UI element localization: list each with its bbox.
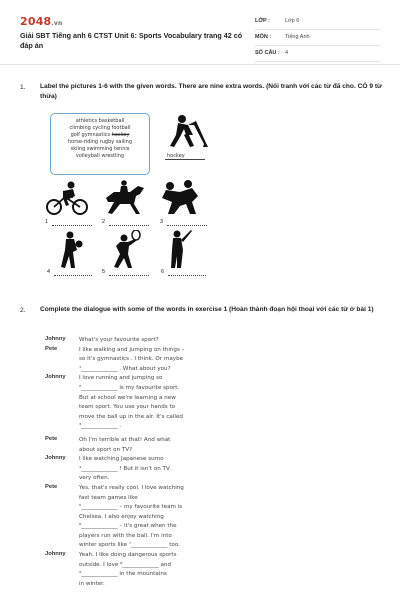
dialogue-line: outside. I love ⁸_____________ and [79, 561, 172, 568]
picture-label-6: 6 [161, 269, 165, 275]
golfer-icon [163, 228, 193, 270]
dialogue-line: Yes, that's really cool. I love watching [79, 484, 184, 491]
horse-rider-icon [100, 180, 148, 216]
dialogue-line: ²_____________ is my favourite sport. [79, 384, 180, 391]
dialogue-turn [45, 484, 225, 551]
dialogue-line: ⁵_____________ – my favourite team is [79, 504, 183, 511]
dialogue-line: What's your favourite sport? [79, 337, 159, 343]
dialogue-line: I love running and jumping so [79, 375, 163, 382]
question-1-text: Label the pictures 1-6 with the given words. There are nine extra words. (Nối tranh với các từ đã cho. CÓ 9 từ thừa) [40, 83, 382, 100]
meta-row-subject [255, 30, 380, 46]
question-2-text: Complete the dialogue with some of the words in exercise 1 (Hoàn thành đoạn hội thoại với các từ ở bài 1) [40, 306, 374, 313]
wrestlers-icon [158, 178, 202, 218]
dialogue-turn [45, 551, 225, 589]
meta-key: MÔN : [255, 34, 272, 40]
meta-row-count [255, 46, 380, 62]
dialogue-line: ⁹_____________ in the mountains [79, 571, 167, 578]
speaker-name: Pete [45, 483, 58, 490]
dialogue-turn [45, 336, 225, 346]
dialogue-line: Yeah. I like doing dangerous sports [79, 552, 177, 559]
word-box [50, 113, 150, 175]
site-logo[interactable] [20, 15, 62, 28]
dialogue-line: ⁶_____________ – it's great when the [79, 523, 177, 530]
answer-blank-4[interactable] [54, 275, 92, 276]
dialogue-line: in winter. [79, 580, 105, 587]
dialogue-line: move the ball up in the air. It's called [79, 413, 183, 420]
answer-blank-3[interactable] [167, 225, 207, 226]
dialogue-turn [45, 374, 225, 432]
dialogue-line: Chelsea. I also enjoy watching [79, 513, 164, 520]
picture-label-1: 1 [45, 219, 49, 225]
speaker-name: Johnny [45, 551, 66, 558]
tennis-player-icon [108, 230, 142, 270]
dialogue-line: very often. [79, 475, 110, 482]
cyclist-icon [45, 180, 90, 216]
speaker-name: Johnny [45, 374, 66, 381]
answer-blank-2[interactable] [109, 225, 149, 226]
speaker-name: Johnny [45, 455, 66, 462]
word-row: athletics basketball [75, 118, 125, 124]
picture-label-3: 3 [160, 219, 164, 225]
dialogue [45, 336, 225, 589]
page-title: Giải SBT Tiếng anh 6 CTST Unit 6: Sports Vocabulary trang 42 có đáp án [20, 31, 243, 50]
dialogue-line: ¹_____________ . What about you? [79, 365, 171, 372]
word-row: climbing cycling football [69, 125, 131, 131]
picture-label-5: 5 [102, 269, 106, 275]
answer-blank-5[interactable] [109, 275, 149, 276]
dialogue-line: winter sports like ⁷_____________ too. [79, 542, 180, 549]
dialogue-line: team sport. You use your hands to [79, 404, 176, 411]
hockey-player-icon [160, 113, 210, 153]
word-row: volleyball wrestling [75, 153, 125, 159]
dialogue-line: ³_____________ . [79, 423, 122, 430]
dialogue-line: so it's gymnastics . I think. Or maybe [79, 356, 184, 363]
word-row: horse-riding rugby sailing [67, 139, 133, 145]
word-row: golf gymnastics hockey [70, 132, 130, 138]
answer-blank-1[interactable] [52, 225, 92, 226]
meta-key: SỐ CÂU : [255, 50, 280, 56]
basketball-player-icon [55, 230, 85, 270]
dialogue-line: Oh I'm terrible at that! And what [79, 436, 171, 443]
meta-table [255, 14, 380, 62]
dialogue-line: ⁴_____________ ! But it isn't on TV [79, 465, 170, 472]
dialogue-line: I like watching Japanese sumo [79, 456, 164, 463]
dialogue-turn [45, 436, 225, 455]
meta-value: Tiếng Anh [285, 34, 310, 40]
question-1-number: 1. [20, 84, 26, 91]
meta-value: Lớp 6 [285, 18, 300, 24]
speaker-name: Pete [45, 435, 58, 442]
header-divider [0, 64, 400, 65]
meta-key: LỚP : [255, 18, 270, 24]
logo-text: 2048 [20, 15, 52, 28]
dialogue-line: But at school we're learning a new [79, 394, 176, 401]
picture-label-2: 2 [102, 219, 106, 225]
dialogue-line: players run with the ball. I'm into [79, 532, 172, 539]
example-answer: hockey [165, 153, 205, 160]
speaker-name: Pete [45, 345, 58, 352]
speaker-name: Johnny [45, 336, 66, 342]
meta-row-class [255, 14, 380, 30]
dialogue-turn [45, 346, 225, 375]
dialogue-line: fast team games like [79, 494, 138, 501]
answer-blank-6[interactable] [168, 275, 206, 276]
dialogue-turn [45, 455, 225, 484]
picture-label-4: 4 [47, 269, 51, 275]
word-row: skiing swimming tennis [70, 146, 130, 152]
question-2-number: 2. [20, 307, 26, 314]
dialogue-line: I like walking and jumping on things – [79, 346, 185, 353]
page-header [0, 0, 400, 62]
meta-value: 4 [285, 50, 289, 56]
logo-suffix: .vn [51, 20, 63, 27]
dialogue-line: about sport on TV? [79, 446, 133, 453]
struck-word: hockey [111, 132, 130, 138]
